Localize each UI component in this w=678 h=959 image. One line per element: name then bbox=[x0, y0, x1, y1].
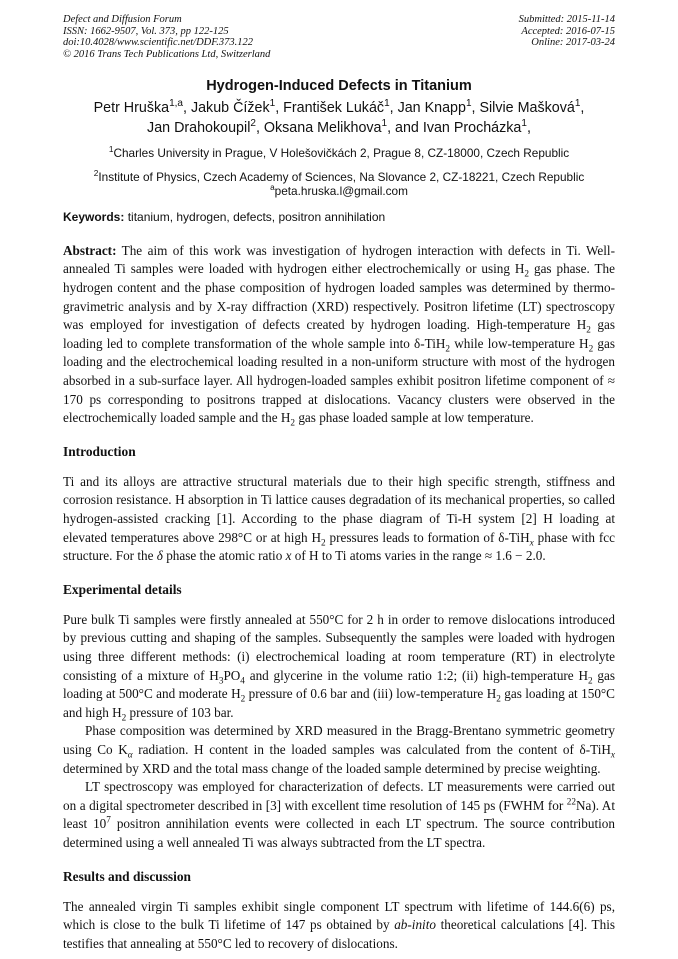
author: Jakub Čížek$^1$, bbox=[190, 98, 284, 117]
results-section bbox=[63, 869, 615, 954]
author: Oksana Melikhova$^1$, and bbox=[263, 118, 423, 137]
journal-header bbox=[63, 14, 615, 60]
affiliation-2: $^2$Institute of Physics, Czech Academy of Sciences, Na Slovance 2, CZ-18221, Czech Republic bbox=[93, 168, 585, 184]
paragraph: The annealed virgin Ti samples exhibit single component LT spectrum with lifetime of 144.6(6) ps, which is close to the bulk Ti lifetime of 147 ps obtained by ab-inito theoretical calculations [4]. This testifies that annealing at 550°C led to recovery of dislocations. bbox=[63, 898, 615, 951]
experimental-section bbox=[63, 582, 615, 853]
author-list bbox=[63, 98, 615, 138]
keywords: Keywords: titanium, hydrogen, defects, positron annihilation bbox=[63, 209, 386, 224]
paragraph: Pure bulk Ti samples were firstly annealed at 550°C for 2 h in order to remove dislocations introduced by previous cutting and shaping of the samples. Subsequently the samples were loaded with hydrogen using three different methods: (i) electrochemical loading at room temperature (RT) in electrolyte consisting of a mixture of $H_3PO_4$ and glycerine in the volume ratio 1:2; (ii) high-temperature $H_2$ gas loading at 500°C and moderate $H_2$ pressure of 0.6 bar and (iii) low-temperature $H_2$ gas loading at 150°C and high $H_2$ pressure of 103 bar. bbox=[63, 611, 615, 723]
paragraph: LT spectroscopy was employed for characterization of defects. LT measurements were carried out on a digital spectrometer described in [3] with excellent time resolution of 145 ps (FWHM for $^{22}$Na). At least $10^7$ positron annihilation events were collected in each LT spectrum. The source contribution determined using a well annealed Ti was always subtracted from the LT spectra. bbox=[63, 779, 615, 850]
author: Petr Hruška$^{1,a}$, bbox=[93, 98, 191, 117]
author: Silvie Mašková$^1$, bbox=[479, 98, 585, 117]
section-heading: Experimental details bbox=[63, 581, 182, 597]
submission-dates: Submitted: 2015-11-14 Accepted: 2016-07-15 Online: 2017-03-24 bbox=[518, 14, 615, 49]
section-heading: Introduction bbox=[63, 443, 136, 459]
paper-title: Hydrogen-Induced Defects in Titanium bbox=[206, 78, 472, 95]
affiliation-1: $^1$Charles University in Prague, V Holešovičkách 2, Prague 8, CZ-18000, Czech Republic bbox=[108, 145, 570, 161]
author: František Lukáč$^1$, bbox=[283, 98, 398, 117]
paragraph: Phase composition was determined by XRD measured in the Bragg-Brentano symmetric geometry using Co $K_\alpha$ radiation. H content in the loaded samples was calculated from the content of δ-TiH$_x$ determined by XRD and the total mass change of the loaded sample determined by precise weighting. bbox=[63, 723, 615, 776]
abstract: Abstract: The aim of this work was investigation of hydrogen interaction with defects in Ti. Well-annealed Ti samples were loaded with hydrogen either electrochemically or using $H_2$ gas phase. The hydrogen content and the phase composition of hydrogen loaded samples was determined by thermo-gravimetric analysis and by X-ray diffraction (XRD) respectively. Positron lifetime (LT) spectroscopy was employed for investigation of defects created by hydrogen loading. High-temperature $H_2$ gas loading led to complete transformation of the whole sample into δ-TiH$_2$ while low-temperature $H_2$ gas loading and the electrochemical loading resulted in a non-uniform structure with most of the hydrogen absorbed in a sub-surface layer. All hydrogen-loaded samples exhibit positron lifetime component of ≈ 170 ps corresponding to positrons trapped at dislocations. Vacancy clusters were observed in the electrochemically loaded sample and the $H_2$ gas phase loaded sample at low temperature. bbox=[63, 242, 615, 428]
journal-info: Defect and Diffusion Forum ISSN: 1662-9507, Vol. 373, pp 122-125 doi:10.4028/www.scientific.net/DDF.373.122 © 2016 Trans Tech Publications Ltd, Switzerland bbox=[63, 14, 271, 60]
author: Jan Knapp$^1$, bbox=[397, 98, 480, 117]
introduction-section bbox=[63, 444, 615, 566]
paragraph: Ti and its alloys are attractive structural materials due to their high specific strength, stiffness and corrosion resistance. H absorption in Ti lattice causes degradation of its mechanical properties, so called hydrogen-assisted cracking [1]. According to the phase diagram of Ti-H system [2] H loading at elevated temperatures above 298°C or at high $H_2$ pressures leads to formation of δ-TiH$_x$ phase with fcc structure. For the δ phase the atomic ratio x of H to Ti atoms varies in the range ≈ 1.6 − 2.0. bbox=[63, 473, 615, 564]
contact-email: $^a$peta.hruska.l@gmail.com bbox=[270, 183, 408, 199]
section-heading: Results and discussion bbox=[63, 868, 192, 884]
author: Ivan Procházka$^1$, bbox=[422, 118, 531, 137]
author: Jan Drahokoupil$^2$, bbox=[147, 118, 264, 137]
